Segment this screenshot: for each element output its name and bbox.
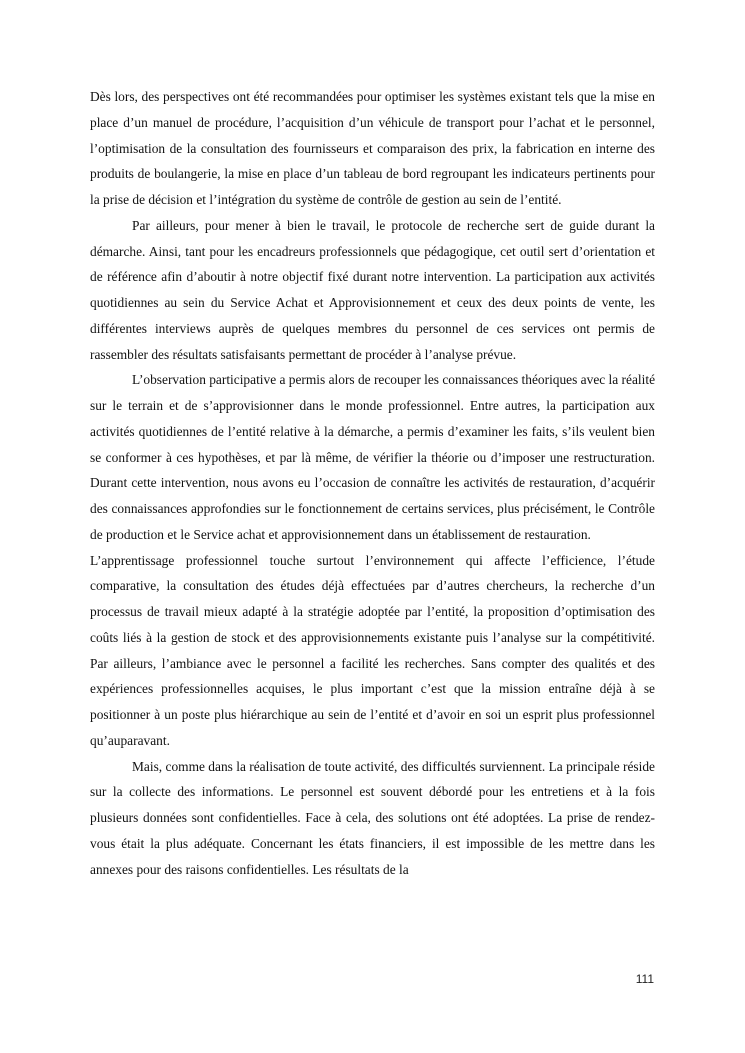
paragraph-observation-participative: L’observation participative a permis alors de recouper les connaissances théoriques avec la réalité sur le terrain et de s’approvisionner dans le monde professionnel. Entre autres, la participation aux activités quotidiennes de l’entité relative à la démarche, a permis d’examiner les faits, s’ils veulent bien se conformer à ces hypothèses, et par là même, de vérifier la théorie ou d’imposer une restructuration. Durant cette intervention, nous avons eu l’occasion de connaître les activités de restauration, d’acquérir des connaissances approfondies sur le fonctionnement de certains services, plus précisément, le Contrôle de production et le Service achat et approvisionnement dans un établissement de restauration. — [90, 372, 656, 542]
page-number: 111 — [635, 972, 654, 986]
paragraph-perspectives: Dès lors, des perspectives ont été recommandées pour optimiser les systèmes existant tels que la mise en place d’un manuel de procédure, l’acquisition d’un véhicule de transport pour l’achat et le personnel, l’optimisation de la consultation des fournisseurs et comparaison des prix, la fabrication en interne des produits de boulangerie, la mise en place d’un tableau de bord regroupant les indicateurs pertinents pour la prise de décision et l’intégration du système de contrôle de gestion au sein de l’entité. — [90, 89, 655, 207]
paragraph-apprentissage-professionnel: L’apprentissage professionnel touche surtout l’environnement qui affecte l’efficience, l’étude comparative, la consultation des études déjà effectuées par d’autres chercheurs, la recherche d’un processus de travail mieux adapté à la stratégie adoptée par l’entité, la proposition d’optimisation des coûts liés à la gestion de stock et des approvisionnements existante puis l’analyse sur la compétitivité. Par ailleurs, l’ambiance avec le personnel a facilité les recherches. Sans compter des qualités et des expériences professionnelles acquises, le plus important c’est que la mission entraîne déjà à se positionner à un poste plus hiérarchique au sein de l’entité et d’avoir en soi un esprit plus professionnel qu’auparavant. — [90, 552, 655, 748]
paragraph-difficultes: Mais, comme dans la réalisation de toute activité, des difficultés surviennent. La principale réside sur la collecte des informations. Le personnel est souvent débordé pour les entretiens et à la fois plusieurs données sont confidentielles. Face à cela, des solutions ont été adoptées. La prise de rendez-vous était la plus adéquate. Concernant les états financiers, il est impossible de les mettre dans les annexes pour des raisons confidentielles. Les résultats de la — [90, 758, 655, 877]
paragraph-protocole-recherche: Par ailleurs, pour mener à bien le travail, le protocole de recherche sert de guide durant la démarche. Ainsi, tant pour les encadreurs professionnels que pédagogique, cet outil sert d’orientation et de référence afin d’aboutir à notre objectif fixé durant notre intervention. La participation aux activités quotidiennes au sein du Service Achat et Approvisionnement et ceux des deux points de vente, les différentes interviews auprès de quelques membres du personnel de ces services ont permis de rassembler des résultats satisfaisants permettant de procéder à l’analyse prévue. — [90, 217, 655, 362]
document-page — [90, 84, 655, 882]
